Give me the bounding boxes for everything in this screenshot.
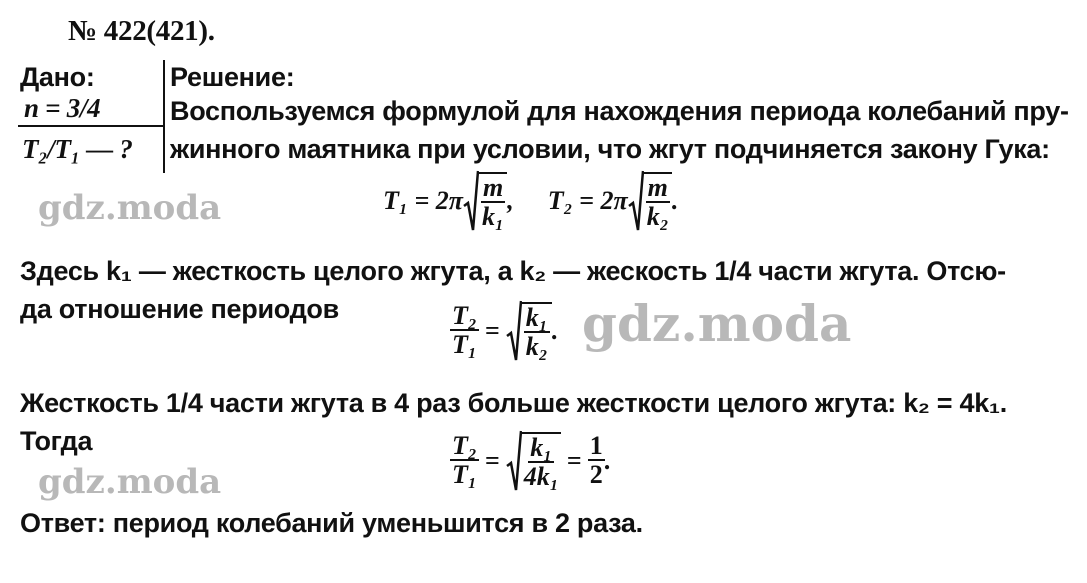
sqrt-k1-4k1 bbox=[506, 430, 561, 492]
given-divider-vertical bbox=[163, 60, 165, 173]
sqrt-m-k2 bbox=[628, 170, 672, 232]
solution-line-3: Здесь k₁ — жесткость целого жгута, а k₂ — жескость 1/4 части жгута. Отсю- bbox=[20, 256, 1006, 286]
ratio2-equals-2: = bbox=[566, 446, 582, 475]
sqrt-k1-k2 bbox=[506, 300, 552, 362]
f2-denominator: k₂ bbox=[646, 201, 669, 231]
problem-number: № 422(421). bbox=[68, 15, 215, 47]
r1-end: . bbox=[551, 316, 559, 345]
given-condition: n = 3/4 bbox=[24, 93, 101, 123]
solution-header: Решение: bbox=[170, 62, 295, 92]
watermark: gdz.moda bbox=[38, 188, 222, 228]
f2-numerator: m bbox=[647, 172, 668, 202]
f1-numerator: m bbox=[482, 172, 504, 202]
r2-denominator: 4k₁ bbox=[523, 461, 559, 491]
formula-periods bbox=[383, 170, 678, 232]
half-denominator: 2 bbox=[589, 460, 603, 489]
given-divider-horizontal bbox=[18, 125, 164, 127]
solution-line-6: Тогда bbox=[20, 426, 93, 456]
radical-sign-icon bbox=[506, 300, 522, 362]
ratio1-denominator: T₁ bbox=[452, 330, 477, 359]
ratio2-denominator: T₁ bbox=[452, 460, 477, 489]
ratio1-numerator: T₂ bbox=[452, 301, 477, 330]
solution-line-5: Жесткость 1/4 части жгута в 4 раз больше жесткости целого жгута: k₂ = 4k₁. bbox=[20, 388, 1007, 418]
watermark: gdz.moda bbox=[38, 462, 222, 502]
half-numerator: 1 bbox=[589, 431, 603, 460]
formula-t2-lhs: T₂ = 2π bbox=[547, 186, 628, 215]
watermark: gdz.moda bbox=[582, 294, 852, 353]
f1-denominator: k₁ bbox=[482, 201, 505, 231]
ratio2-numerator: T₂ bbox=[452, 431, 477, 460]
radical-sign-icon bbox=[628, 170, 644, 232]
r1-numerator: k₁ bbox=[525, 302, 548, 332]
solution-line-2: жинного маятника при условии, что жгут подчиняется закону Гука: bbox=[170, 134, 1050, 164]
formula-ratio bbox=[450, 300, 558, 362]
answer: Ответ: период колебаний уменьшится в 2 раза. bbox=[20, 508, 643, 538]
f1-separator: , bbox=[507, 186, 514, 215]
sqrt-m-k1 bbox=[463, 170, 507, 232]
r2-numerator: k₁ bbox=[530, 432, 553, 462]
r1-denominator: k₂ bbox=[525, 331, 548, 361]
r2-end: . bbox=[604, 446, 612, 475]
solution-line-1: Воспользуемся формулой для нахождения периода колебаний пру- bbox=[170, 96, 1069, 126]
radical-sign-icon bbox=[506, 430, 522, 492]
formula-final bbox=[450, 430, 611, 492]
f2-end: . bbox=[671, 186, 679, 215]
formula-t1-lhs: T₁ = 2π bbox=[383, 186, 463, 215]
given-header: Дано: bbox=[20, 62, 95, 92]
ratio2-equals: = bbox=[484, 446, 500, 475]
given-find: T₂/T₁ — ? bbox=[22, 134, 133, 164]
solution-line-4: да отношение периодов bbox=[20, 294, 339, 324]
radical-sign-icon bbox=[463, 170, 479, 232]
ratio1-equals: = bbox=[484, 316, 500, 345]
